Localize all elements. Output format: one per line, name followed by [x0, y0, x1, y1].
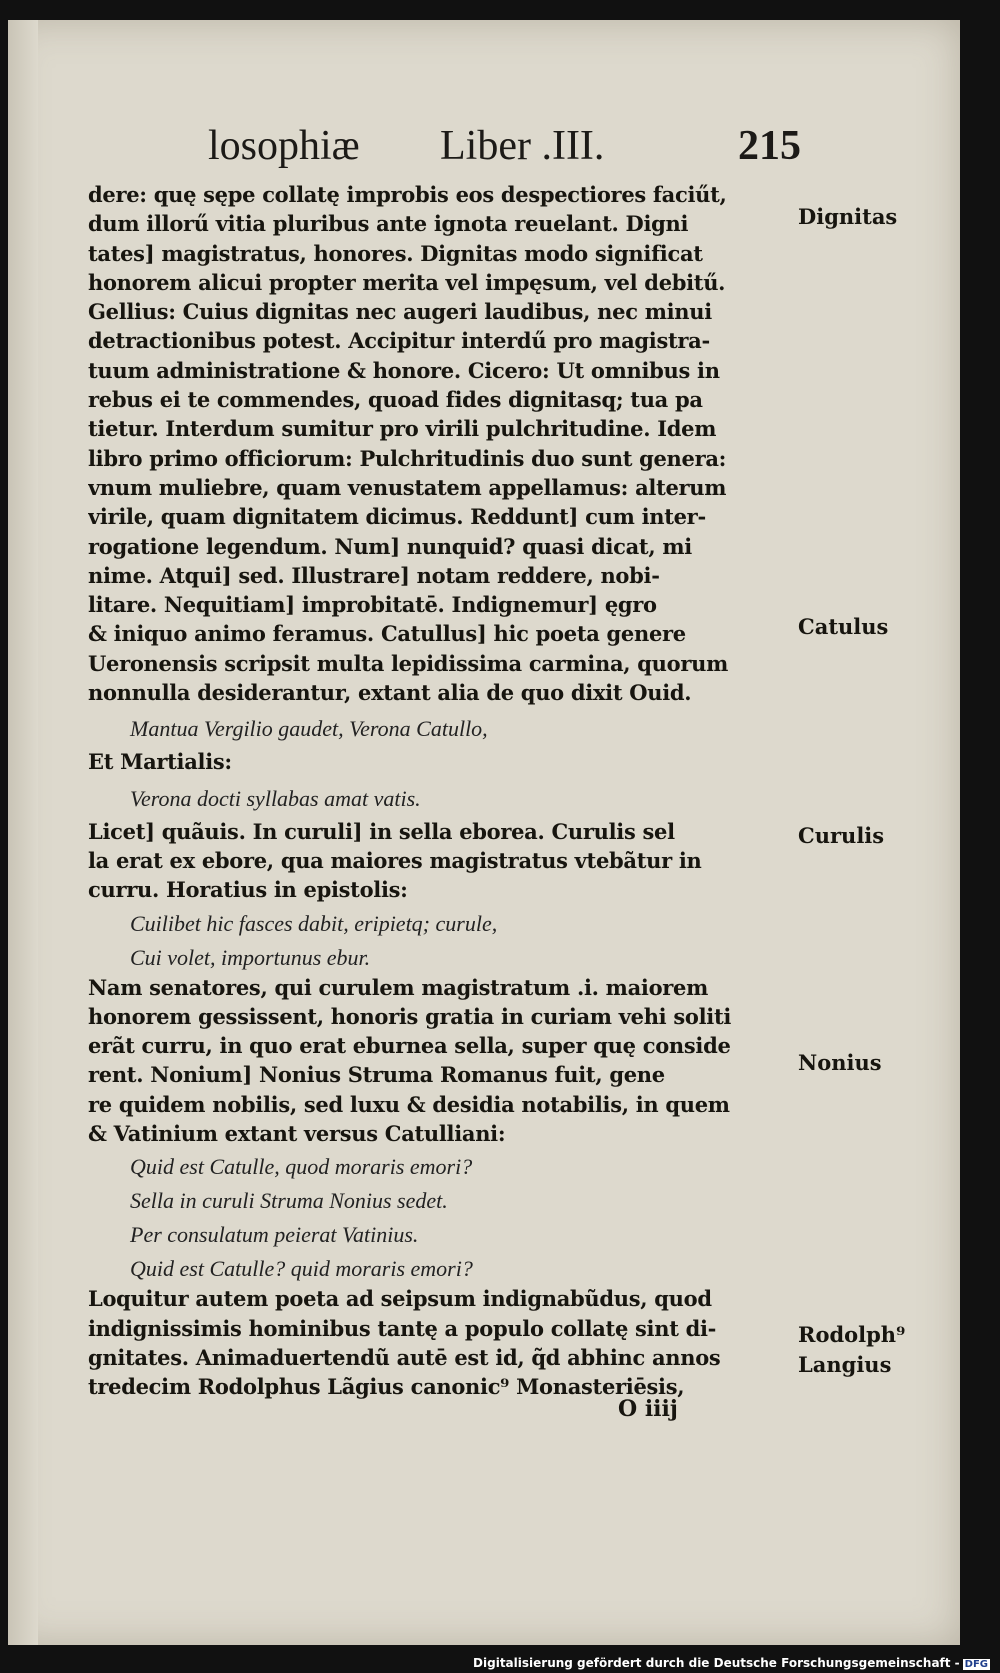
credit-text: Digitalisierung gefördert durch die Deutsche Forschungsgemeinschaft -	[473, 1656, 960, 1670]
digitization-credit	[473, 1656, 990, 1670]
text-line: tredecim Rodolphus Lãgius canonic⁹ Monasteriēsis,	[88, 1374, 685, 1400]
text-line: honorem alicui propter merita vel impęsum, vel debitű.	[88, 269, 726, 295]
verse-line: Sella in curuli Struma Nonius sedet.	[130, 1188, 448, 1214]
text-line: rent. Nonium] Nonius Struma Romanus fuit, gene	[88, 1062, 665, 1088]
verse-line: Cui volet, importunus ebur.	[130, 944, 371, 970]
text-line: rebus ei te commendes, quoad fides dignitasq; tua pa	[88, 387, 703, 413]
verse-line: Mantua Vergilio gaudet, Verona Catullo,	[130, 716, 488, 742]
verse-line: Per consulatum peierat Vatinius.	[130, 1222, 419, 1248]
text-line: vnum muliebre, quam venustatem appellamus: alterum	[88, 474, 727, 500]
margin-note-catulus: Catulus	[798, 614, 889, 639]
text-line: libro primo officiorum: Pulchritudinis duo sunt genera:	[88, 445, 727, 471]
text-line: la erat ex ebore, qua maiores magistratus vtebãtur in	[88, 847, 702, 873]
verse-line: Cuilibet hic fasces dabit, eripietq; curule,	[130, 910, 498, 936]
main-text-block	[88, 180, 798, 1402]
text-line: dum illorű vitia pluribus ante ignota reuelant. Digni	[88, 211, 689, 237]
text-line: Gellius: Cuius dignitas nec augeri laudibus, nec minui	[88, 299, 712, 325]
verse-line: Quid est Catulle? quid moraris emori?	[130, 1256, 473, 1282]
text-line: rogatione legendum. Num] nunquid? quasi dicat, mi	[88, 533, 692, 559]
text-line: gnitates. Animaduertendũ autē est id, q̃d abhinc annos	[88, 1344, 721, 1370]
text-line: nime. Atqui] sed. Illustrare] notam reddere, nobi-	[88, 562, 660, 588]
text-line: nonnulla desiderantur, extant alia de quo dixit Ouid.	[88, 680, 692, 706]
text-line: Ueronensis scripsit multa lepidissima carmina, quorum	[88, 650, 728, 676]
page-number: 215	[738, 123, 801, 169]
header-title-middle: Liber .III.	[440, 123, 605, 169]
text-line: Et Martialis:	[88, 749, 232, 775]
margin-note-dignitas: Dignitas	[798, 204, 898, 229]
dfg-logo: DFG	[964, 1659, 988, 1670]
text-line: re quidem nobilis, sed luxu & desidia notabilis, in quem	[88, 1091, 730, 1117]
header-title-left: losophiæ	[208, 123, 360, 169]
text-line: tates] magistratus, honores. Dignitas modo significat	[88, 240, 703, 266]
text-line: & Vatinium extant versus Catulliani:	[88, 1121, 506, 1147]
text-line: & iniquo animo feramus. Catullus] hic poeta genere	[88, 621, 686, 647]
signature-mark: O iiij	[618, 1396, 678, 1422]
text-line: tuum administratione & honore. Cicero: Ut omnibus in	[88, 357, 720, 383]
text-line: Licet] quãuis. In curuli] in sella eborea. Curulis sel	[88, 818, 675, 844]
text-line: erãt curru, in quo erat eburnea sella, super quę conside	[88, 1033, 731, 1059]
text-line: detractionibus potest. Accipitur interdű pro magistra-	[88, 328, 710, 354]
text-line: curru. Horatius in epistolis:	[88, 877, 408, 903]
text-line: indignissimis hominibus tantę a populo collatę sint di-	[88, 1315, 717, 1341]
margin-note-nonius: Nonius	[798, 1050, 882, 1075]
margin-note-rodolphus: Rodolph⁹	[798, 1322, 906, 1347]
text-line: Nam senatores, qui curulem magistratum .i. maiorem	[88, 974, 709, 1000]
book-page	[8, 20, 960, 1645]
verse-line: Verona docti syllabas amat vatis.	[130, 785, 421, 811]
text-line: tietur. Interdum sumitur pro virili pulchritudine. Idem	[88, 416, 717, 442]
text-line: litare. Nequitiam] improbitatē. Indignemur] ęgro	[88, 592, 657, 618]
margin-note-curulis: Curulis	[798, 823, 885, 848]
text-line: Loquitur autem poeta ad seipsum indignabũdus, quod	[88, 1286, 712, 1312]
verse-line: Quid est Catulle, quod moraris emori?	[130, 1154, 473, 1180]
text-line: honorem gessissent, honoris gratia in curiam vehi soliti	[88, 1003, 732, 1029]
text-line: dere: quę sępe collatę improbis eos despectiores faciűt,	[88, 182, 727, 207]
margin-note-langius: Langius	[798, 1352, 892, 1377]
text-line: virile, quam dignitatem dicimus. Reddunt] cum inter-	[88, 504, 706, 530]
